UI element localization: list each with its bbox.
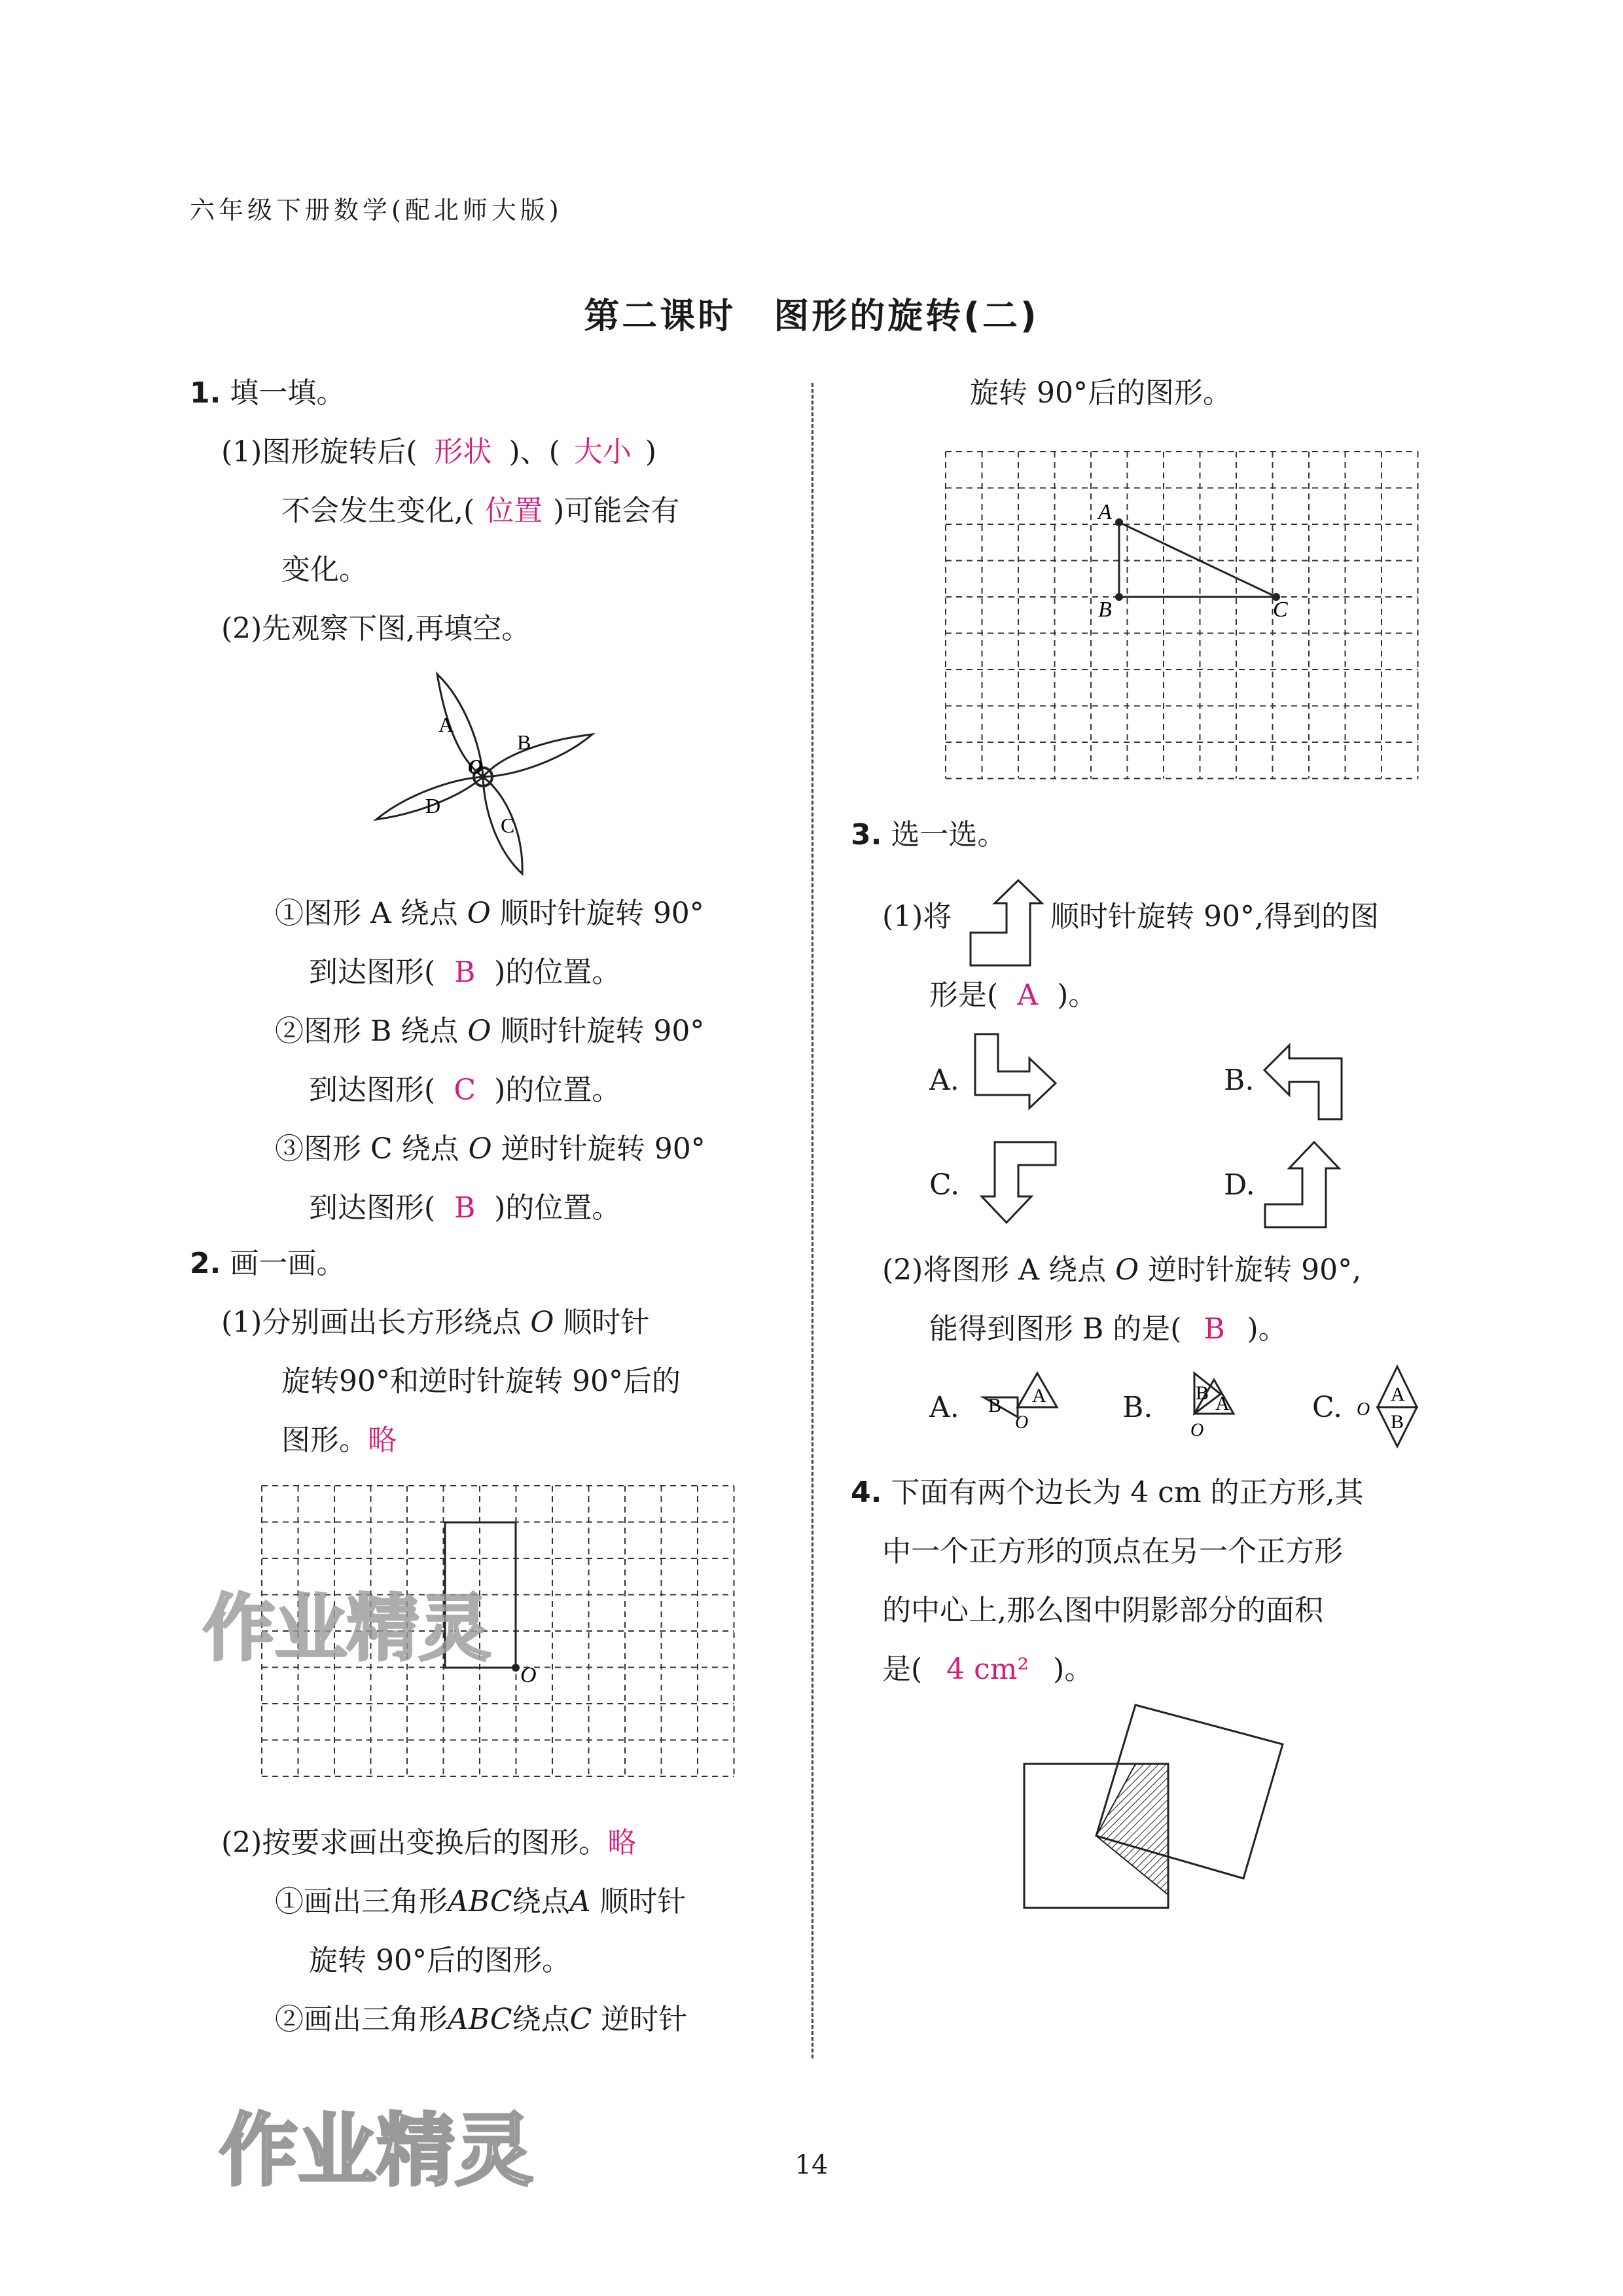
q2-p1-line1-text: (1)分别画出长方形绕点 bbox=[221, 1306, 522, 1339]
q2-s2-line1 bbox=[275, 2003, 687, 2037]
q1-p2: (2)先观察下图,再填空。 bbox=[221, 612, 531, 645]
overlapping-squares-figure bbox=[1021, 1702, 1296, 1918]
q2-heading bbox=[190, 1247, 345, 1282]
option2-a-label[interactable]: A. bbox=[929, 1391, 959, 1424]
watermark-text-overlay: 作业精灵 bbox=[203, 1587, 491, 1670]
fig-label-b: B bbox=[1196, 1382, 1209, 1404]
q1-s3-line2 bbox=[309, 1191, 620, 1226]
q1-p1-line1 bbox=[221, 435, 656, 470]
pinwheel-label-a: A bbox=[438, 713, 454, 736]
point-o: O bbox=[467, 1014, 491, 1048]
q1-s3-line1 bbox=[275, 1132, 705, 1167]
pinwheel-label-c: C bbox=[501, 814, 515, 837]
petal-b bbox=[483, 734, 592, 777]
q2-p2 bbox=[221, 1826, 636, 1861]
q2-p1-line2: 旋转90°和逆时针旋转 90°后的 bbox=[281, 1365, 681, 1398]
point-o: O bbox=[468, 1132, 492, 1166]
grid-label-o: O bbox=[520, 1663, 537, 1687]
option-a-label[interactable]: A. bbox=[929, 1064, 959, 1097]
option-b-label[interactable]: B. bbox=[1224, 1064, 1255, 1097]
option2-b-figure[interactable] bbox=[1162, 1368, 1260, 1446]
q1-p1-line2-suffix: )可能会有 bbox=[553, 494, 680, 528]
q1-s2-post: 顺时针旋转 90° bbox=[500, 1014, 705, 1048]
q3-number: 3. bbox=[851, 818, 882, 852]
q2-p1-line1-post: 顺时针 bbox=[563, 1306, 650, 1339]
option-d-label[interactable]: D. bbox=[1224, 1168, 1255, 1202]
q3-p2-line2-post: )。 bbox=[1247, 1312, 1287, 1346]
answer-q4: 4 cm² bbox=[946, 1653, 1029, 1686]
q2-p2-text: (2)按要求画出变换后的图形。 bbox=[221, 1826, 608, 1859]
q3-heading-text: 选一选。 bbox=[891, 818, 1007, 852]
pinwheel-label-b: B bbox=[517, 730, 531, 754]
q2-s1-post: 顺时针 bbox=[599, 1885, 687, 1918]
answer-omitted-2: 略 bbox=[607, 1826, 637, 1859]
q2-p1-line3-text: 图形。 bbox=[281, 1424, 368, 1457]
q3-heading bbox=[851, 818, 1006, 853]
option-c-figure[interactable] bbox=[967, 1139, 1062, 1230]
q1-s3-line2-post: )的位置。 bbox=[494, 1191, 621, 1225]
fig-label-a: A bbox=[1215, 1393, 1230, 1414]
q4-line3: 的中心上,那么图中阴影部分的面积 bbox=[882, 1594, 1323, 1627]
triangle-abc: ABC bbox=[448, 1885, 512, 1918]
q1-s3-line2-pre: 到达图形( bbox=[309, 1191, 436, 1225]
q2-s1-line1 bbox=[275, 1885, 686, 1920]
q1-s1-line2-post: )的位置。 bbox=[494, 956, 621, 989]
option-d-figure[interactable] bbox=[1262, 1139, 1357, 1230]
q2-heading-text: 画一画。 bbox=[230, 1247, 346, 1280]
q1-heading bbox=[190, 376, 345, 411]
option2-b-label[interactable]: B. bbox=[1122, 1391, 1153, 1424]
q3-p1-pre: (1)将 bbox=[882, 900, 952, 933]
q1-heading-text: 填一填。 bbox=[230, 376, 346, 410]
q1-s1-line2 bbox=[309, 956, 620, 990]
pinwheel-label-o: O bbox=[468, 755, 484, 778]
q4-number: 4. bbox=[851, 1476, 882, 1509]
q3-p2-line1-pre: (2)将图形 A 绕点 bbox=[882, 1253, 1107, 1287]
column-divider bbox=[812, 383, 813, 2058]
option-c-label[interactable]: C. bbox=[929, 1168, 960, 1202]
q1-p1-suffix: ) bbox=[645, 435, 657, 469]
q1-s1-line1 bbox=[275, 897, 704, 931]
point-o: O bbox=[1115, 1253, 1139, 1287]
q3-p2-line1-post: 逆时针旋转 90°, bbox=[1148, 1253, 1362, 1287]
fig-label-o: O bbox=[1015, 1412, 1029, 1433]
q1-s2-line2 bbox=[309, 1073, 620, 1108]
q1-s2-line2-pre: 到达图形( bbox=[309, 1073, 436, 1107]
triangle-grid bbox=[942, 452, 1427, 785]
point-a: A bbox=[569, 1885, 591, 1918]
q2-s2-post: 逆时针 bbox=[601, 2003, 688, 2036]
q1-p1-line2 bbox=[281, 494, 679, 529]
answer-shape: 形状 bbox=[434, 435, 492, 469]
q2-p1-line3 bbox=[281, 1424, 397, 1458]
answer-omitted: 略 bbox=[368, 1424, 397, 1457]
q1-p1-line2-prefix: 不会发生变化,( bbox=[281, 494, 475, 528]
page-header: 六年级下册数学(配北师大版) bbox=[190, 196, 563, 224]
pinwheel-figure bbox=[366, 661, 602, 877]
q4-line1-text: 下面有两个边长为 4 cm 的正方形,其 bbox=[891, 1476, 1364, 1509]
q1-s3-post: 逆时针旋转 90° bbox=[501, 1132, 705, 1166]
q2-s1-mid: 绕点 bbox=[512, 1885, 570, 1918]
q2-s1-pre: ①画出三角形 bbox=[275, 1885, 448, 1918]
q2-s2-pre: ②画出三角形 bbox=[275, 2003, 448, 2036]
q1-s2-pre: ②图形 B 绕点 bbox=[275, 1014, 459, 1048]
fig-label-a: A bbox=[1391, 1384, 1405, 1405]
q2-number: 2. bbox=[190, 1247, 221, 1280]
q3-p1-line2-post: )。 bbox=[1057, 978, 1097, 1012]
triangle-abc-shape bbox=[1119, 522, 1276, 597]
triangle-abc: ABC bbox=[448, 2003, 512, 2036]
point-o: O bbox=[530, 1306, 554, 1339]
option2-c-label[interactable]: C. bbox=[1312, 1391, 1343, 1424]
q3-p1-line2 bbox=[929, 978, 1097, 1013]
answer-s2: C bbox=[454, 1073, 476, 1107]
q3-p1-line2-pre: 形是( bbox=[929, 978, 999, 1012]
option2-c-figure[interactable] bbox=[1351, 1361, 1436, 1453]
page-number: 14 bbox=[794, 2150, 829, 2180]
answer-q3-2: B bbox=[1204, 1312, 1225, 1346]
q3-p2-line1 bbox=[882, 1253, 1361, 1288]
point-o-dot bbox=[512, 1664, 520, 1672]
q2-s2-line2: 旋转 90°后的图形。 bbox=[970, 376, 1232, 410]
fig-label-a: A bbox=[1032, 1385, 1046, 1407]
fig-label-b: B bbox=[988, 1395, 1002, 1416]
q1-s2-line2-post: )的位置。 bbox=[494, 1073, 621, 1107]
q1-s1-pre: ①图形 A 绕点 bbox=[275, 897, 458, 930]
point-o: O bbox=[467, 897, 491, 930]
q3-p1-post: 顺时针旋转 90°,得到的图 bbox=[1050, 900, 1379, 933]
answer-s1: B bbox=[454, 956, 476, 989]
option-b-figure[interactable] bbox=[1262, 1031, 1353, 1126]
answer-size: 大小 bbox=[573, 435, 632, 469]
q1-number: 1. bbox=[190, 376, 221, 410]
triangle-label-b: B bbox=[1098, 598, 1112, 622]
answer-s3: B bbox=[454, 1191, 476, 1225]
watermark-text: 作业精灵 bbox=[219, 2106, 533, 2197]
pinwheel-label-d: D bbox=[425, 794, 441, 817]
q1-p1-line3: 变化。 bbox=[281, 553, 368, 586]
lesson-title: 第二课时 图形的旋转(二) bbox=[584, 295, 1039, 336]
fig-label-o: O bbox=[1357, 1399, 1370, 1420]
q2-p1-line1 bbox=[221, 1306, 649, 1340]
triangle-label-c: C bbox=[1273, 598, 1288, 622]
fig-label-o: O bbox=[1190, 1420, 1204, 1441]
q1-s1-post: 顺时针旋转 90° bbox=[499, 897, 704, 930]
q4-line2: 中一个正方形的顶点在另一个正方形 bbox=[882, 1535, 1343, 1568]
q1-s2-line1 bbox=[275, 1014, 704, 1049]
q1-p1-prefix: (1)图形旋转后( bbox=[221, 435, 418, 469]
q2-s1-line2: 旋转 90°后的图形。 bbox=[309, 1944, 571, 1977]
q3-p2-line2 bbox=[929, 1312, 1287, 1347]
option-a-figure[interactable] bbox=[972, 1031, 1063, 1126]
q4-line4-post: )。 bbox=[1053, 1653, 1094, 1686]
fig-label-b: B bbox=[1391, 1411, 1404, 1433]
q2-s2-mid: 绕点 bbox=[512, 2003, 570, 2036]
q4-line1 bbox=[851, 1476, 1364, 1511]
q4-line4-pre: 是( bbox=[882, 1653, 923, 1686]
q1-s1-line2-pre: 到达图形( bbox=[309, 956, 436, 989]
answer-position: 位置 bbox=[485, 494, 543, 528]
q3-p2-line2-pre: 能得到图形 B 的是( bbox=[929, 1312, 1182, 1346]
q1-p1-mid: )、( bbox=[508, 435, 560, 469]
option2-a-figure[interactable] bbox=[972, 1368, 1070, 1446]
triangle-label-a: A bbox=[1098, 500, 1112, 524]
q1-s3-pre: ③图形 C 绕点 bbox=[275, 1132, 459, 1166]
answer-q3-1: A bbox=[1017, 978, 1039, 1012]
q4-line4 bbox=[882, 1653, 1093, 1687]
point-c: C bbox=[569, 2003, 592, 2036]
shaded-region bbox=[1096, 1764, 1168, 1895]
